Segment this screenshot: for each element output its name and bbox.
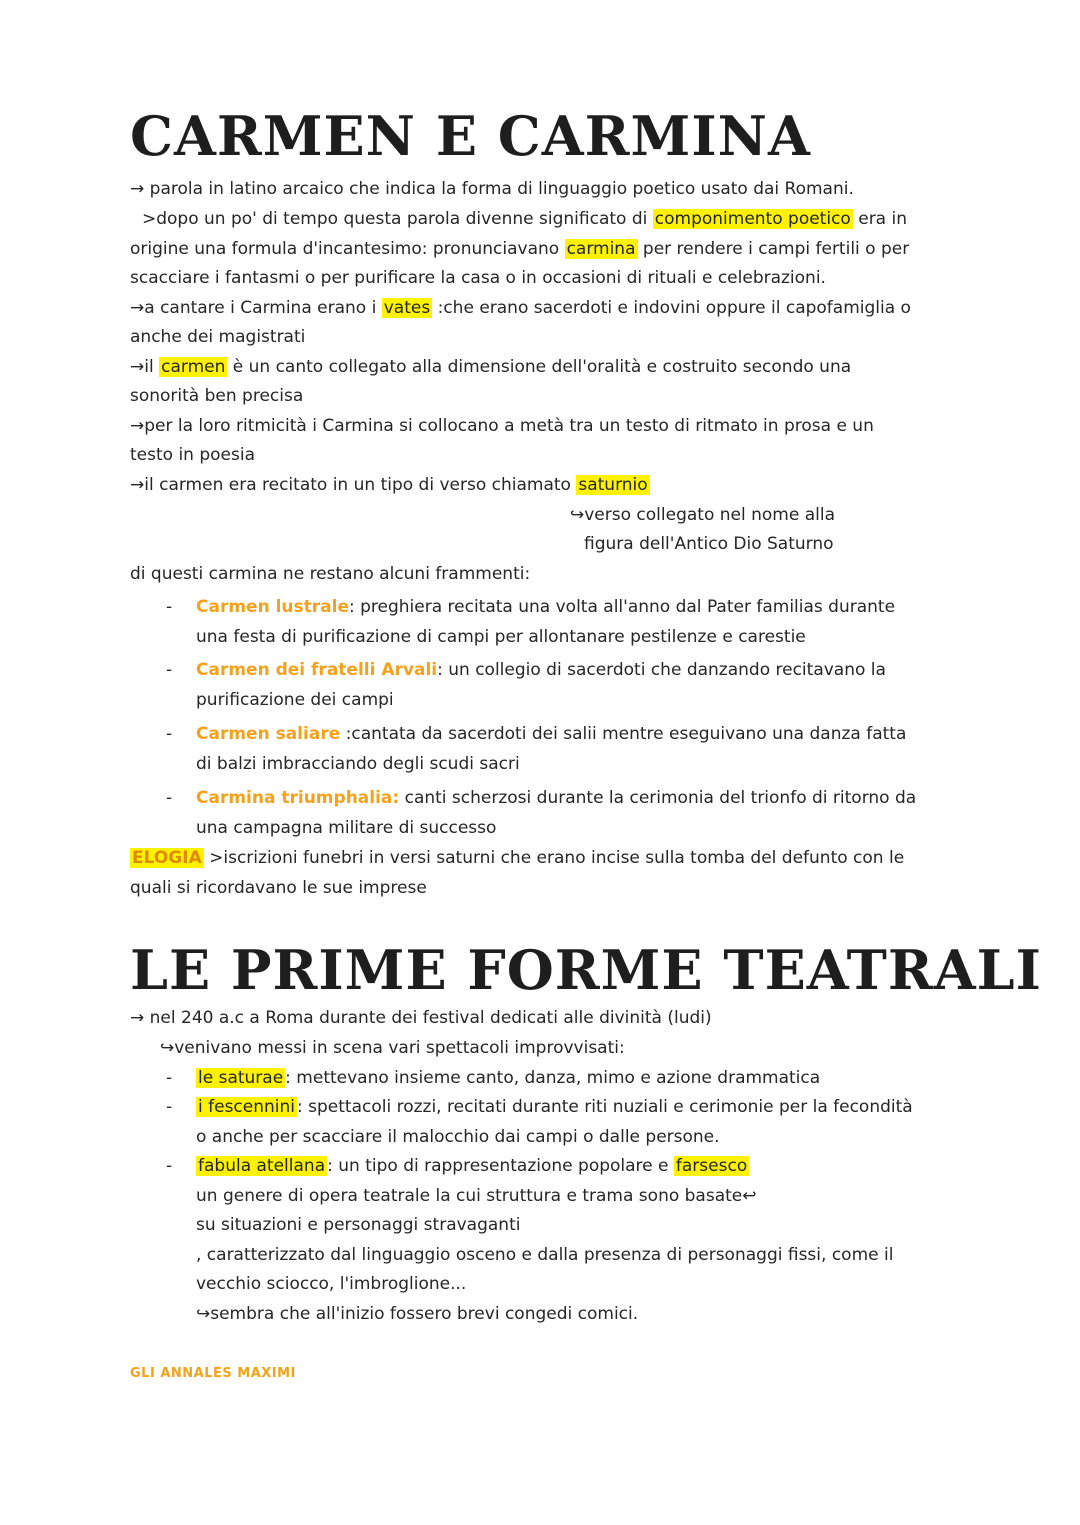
highlight-term: carmen bbox=[161, 357, 226, 377]
fragment-term: Carmen lustrale bbox=[196, 597, 349, 617]
list-item: Carmina triumphalia: canti scherzosi durante la cerimonia del trionfo di ritorno da bbox=[196, 788, 917, 808]
text-line: ↪venivano messi in scena vari spettacoli improvvisati: bbox=[160, 1038, 625, 1058]
highlight-term: saturnio bbox=[578, 475, 648, 495]
side-note: figura dell'Antico Dio Saturno bbox=[584, 534, 834, 554]
list-bullet: - bbox=[166, 1156, 173, 1176]
list-item-continuation: una campagna militare di successo bbox=[196, 818, 497, 838]
fragment-term: Carmina triumphalia: bbox=[196, 788, 400, 808]
list-item: i fescennini : spettacoli rozzi, recitati durante riti nuziali e cerimonie per la fecondità bbox=[198, 1097, 913, 1117]
highlight-term: le saturae bbox=[198, 1068, 284, 1088]
elogia-line: ELOGIA >iscrizioni funebri in versi saturni che erano incise sulla tomba del defunto con le bbox=[132, 848, 905, 868]
list-item-continuation: , caratterizzato dal linguaggio osceno e dalla presenza di personaggi fissi, come il bbox=[196, 1245, 894, 1265]
text-line: di questi carmina ne restano alcuni frammenti: bbox=[130, 564, 531, 584]
text-line: anche dei magistrati bbox=[130, 327, 306, 347]
highlight-term: carmina bbox=[566, 239, 636, 259]
list-bullet: - bbox=[166, 1068, 173, 1088]
list-item-continuation: o anche per scacciare il malocchio dai campi o dalle persone. bbox=[196, 1127, 720, 1147]
list-item: le saturae : mettevano insieme canto, danza, mimo e azione drammatica bbox=[198, 1068, 821, 1088]
text-line: → nel 240 a.c a Roma durante dei festival dedicati alle divinità (ludi) bbox=[130, 1008, 712, 1028]
list-bullet: - bbox=[166, 724, 173, 744]
highlight-term: i fescennini bbox=[198, 1097, 296, 1117]
list-bullet: - bbox=[166, 1097, 173, 1117]
text-line: sonorità ben precisa bbox=[130, 386, 304, 406]
highlight-term: componimento poetico bbox=[654, 209, 851, 229]
elogia-label: ELOGIA bbox=[132, 848, 202, 868]
list-item-continuation: vecchio sciocco, l'imbroglione... bbox=[196, 1274, 467, 1294]
highlight-term: farsesco bbox=[675, 1156, 748, 1176]
text-line: → parola in latino arcaico che indica la forma di linguaggio poetico usato dai Romani. bbox=[130, 179, 854, 199]
text-line: →a cantare i Carmina erano i vates :che erano sacerdoti e indovini oppure il capofamiglia o bbox=[130, 298, 911, 318]
text-line: quali si ricordavano le sue imprese bbox=[130, 878, 427, 898]
next-section-label: GLI ANNALES MAXIMI bbox=[130, 1366, 296, 1381]
highlight-term: fabula atellana bbox=[198, 1156, 326, 1176]
list-item: fabula atellana : un tipo di rappresentazione popolare e farsesco bbox=[198, 1156, 748, 1176]
fragment-term: Carmen saliare bbox=[196, 724, 341, 744]
section-title-teatro: LE PRIME FORME TEATRALI bbox=[130, 938, 1042, 1002]
text-line: scacciare i fantasmi o per purificare la casa o in occasioni di rituali e celebrazioni. bbox=[130, 268, 826, 288]
text-line: origine una formula d'incantesimo: pronunciavano carmina per rendere i campi fertili o per bbox=[130, 239, 910, 259]
list-bullet: - bbox=[166, 660, 173, 680]
section-title-carmen: CARMEN E CARMINA bbox=[130, 104, 811, 168]
text-line: testo in poesia bbox=[130, 445, 256, 465]
list-item-continuation: ↪sembra che all'inizio fossero brevi congedi comici. bbox=[196, 1304, 639, 1324]
text-line: →il carmen era recitato in un tipo di verso chiamato saturnio bbox=[130, 475, 648, 495]
text-line: →il carmen è un canto collegato alla dimensione dell'oralità e costruito secondo una bbox=[130, 357, 852, 377]
text-line: →per la loro ritmicità i Carmina si collocano a metà tra un testo di ritmato in prosa e un bbox=[130, 416, 874, 436]
list-item: Carmen saliare :cantata da sacerdoti dei salii mentre eseguivano una danza fatta bbox=[196, 724, 907, 744]
list-item: Carmen lustrale: preghiera recitata una volta all'anno dal Pater familias durante bbox=[196, 597, 896, 617]
list-bullet: - bbox=[166, 788, 173, 808]
list-bullet: - bbox=[166, 597, 173, 617]
list-item-continuation: un genere di opera teatrale la cui struttura e trama sono basate↩ bbox=[196, 1186, 757, 1206]
side-note: ↪verso collegato nel nome alla bbox=[570, 505, 835, 525]
highlight-term: vates bbox=[383, 298, 431, 318]
list-item: Carmen dei fratelli Arvali: un collegio di sacerdoti che danzando recitavano la bbox=[196, 660, 886, 680]
list-item-continuation: di balzi imbracciando degli scudi sacri bbox=[196, 754, 520, 774]
list-item-continuation: purificazione dei campi bbox=[196, 690, 394, 710]
text-line: >dopo un po' di tempo questa parola divenne significato di componimento poetico era in bbox=[142, 209, 907, 229]
list-item-continuation: una festa di purificazione di campi per allontanare pestilenze e carestie bbox=[196, 627, 806, 647]
fragment-term: Carmen dei fratelli Arvali bbox=[196, 660, 438, 680]
list-item-continuation: su situazioni e personaggi stravaganti bbox=[196, 1215, 521, 1235]
